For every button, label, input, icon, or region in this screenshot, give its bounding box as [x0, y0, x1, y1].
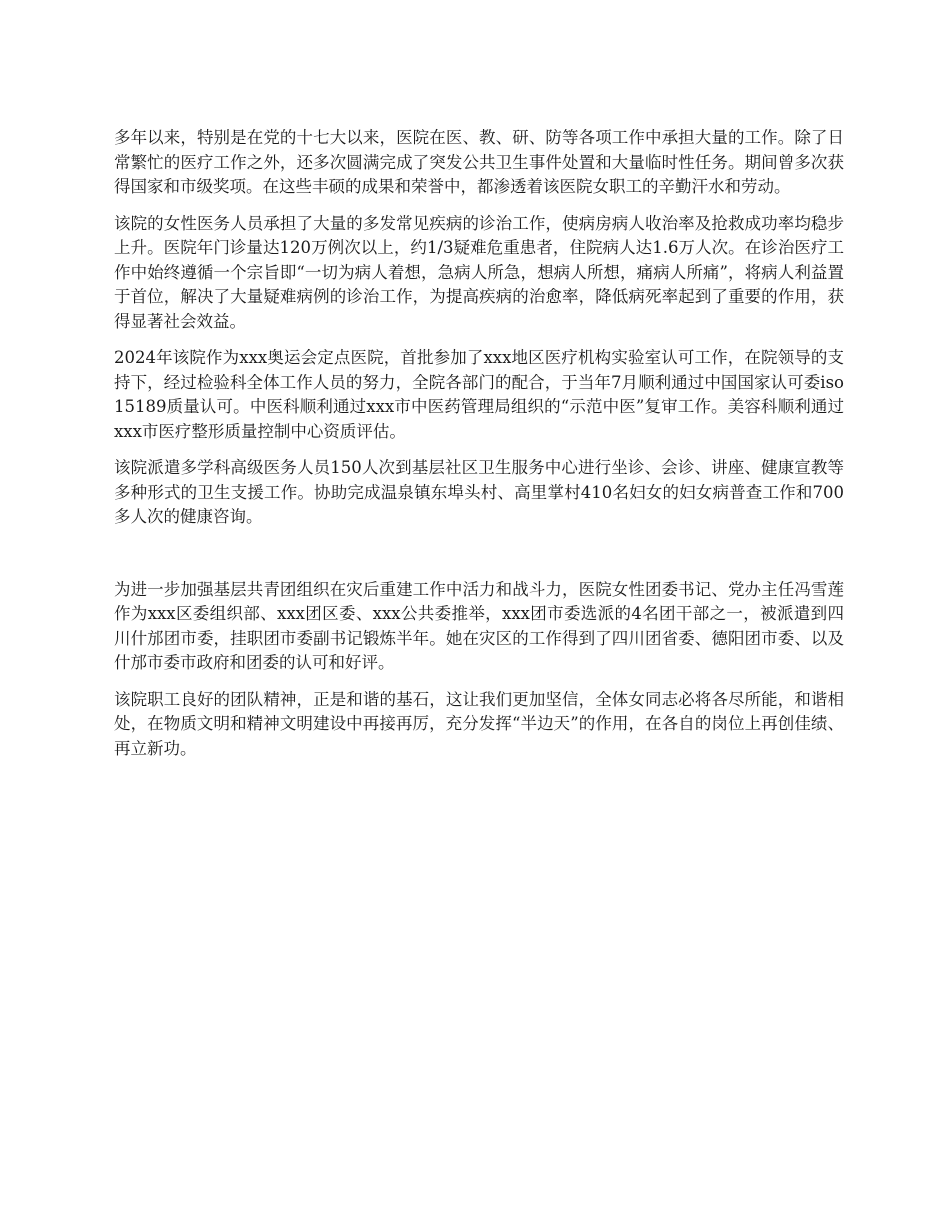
paragraph-3: 2024年该院作为xxx奥运会定点医院，首批参加了xxx地区医疗机构实验室认可工作，在院领导的支持下，经过检验科全体工作人员的努力，全院各部门的配合，于当年7月顺利通过中国国家认可委iso15189质量认可。中医科顺利通过xxx市中医药管理局组织的“示范中医”复审工作。美容科顺利通过xxx市医疗整形质量控制中心资质评估。 — [114, 348, 844, 441]
section-gap — [114, 542, 844, 578]
paragraph-2: 该院的女性医务人员承担了大量的多发常见疾病的诊治工作，使病房病人收治率及抢救成功率均稳步上升。医院年门诊量达120万例次以上，约1/3疑难危重患者，住院病人达1.6万人次。在诊治医疗工作中始终遵循一个宗旨即“一切为病人着想，急病人所急，想病人所想，痛病人所痛”，将病人利益置于首位，解决了大量疑难病例的诊治工作，为提高疾病的治愈率，降低病死率起到了重要的作用，获得显著社会效益。 — [114, 213, 844, 331]
paragraph-5: 为进一步加强基层共青团组织在灾后重建工作中活力和战斗力，医院女性团委书记、党办主任冯雪莲作为xxx区委组织部、xxx团区委、xxx公共委推举，xxx团市委选派的4名团干部之一，被派遣到四川什邡团市委，挂职团市委副书记锻炼半年。她在灾区的工作得到了四川团省委、德阳团市委、以及什邡市委市政府和团委的认可和好评。 — [114, 579, 844, 672]
paragraph-6: 该院职工良好的团队精神，正是和谐的基石，这让我们更加坚信，全体女同志必将各尽所能，和谐相处，在物质文明和精神文明建设中再接再厉，充分发挥“半边天”的作用，在各自的岗位上再创佳绩、再立新功。 — [114, 689, 844, 758]
document-body — [114, 126, 844, 773]
paragraph-4: 该院派遣多学科高级医务人员150人次到基层社区卫生服务中心进行坐诊、会诊、讲座、健康宣教等多种形式的卫生支援工作。协助完成温泉镇东埠头村、高里掌村410名妇女的妇女病普查工作和700多人次的健康咨询。 — [114, 458, 844, 526]
paragraph-1: 多年以来，特别是在党的十七大以来，医院在医、教、研、防等各项工作中承担大量的工作。除了日常繁忙的医疗工作之外，还多次圆满完成了突发公共卫生事件处置和大量临时性任务。期间曾多次获得国家和市级奖项。在这些丰硕的成果和荣誉中，都渗透着该医院女职工的辛勤汗水和劳动。 — [114, 128, 844, 196]
